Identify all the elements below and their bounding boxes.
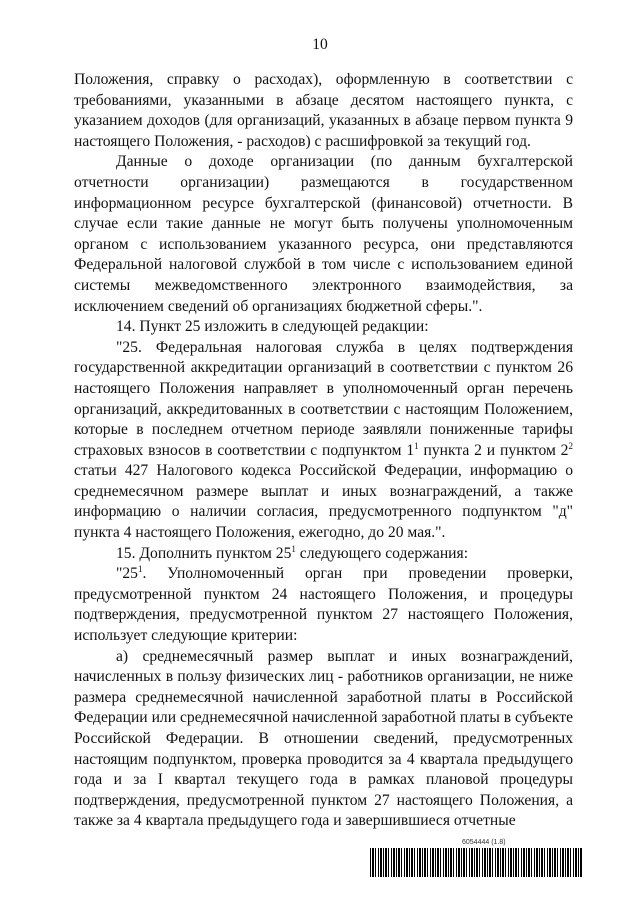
paragraph-text: "25. Федеральная налоговая служба в целях подтверждения государственной аккредитации организаций в соответствии с пунктом 26 настоящего Положения направляет в уполномоченный орган перечень организаций, аккредитованных в соответствии с настоящим Положением, которые в последнем отчетном периоде заявляли пониженные тарифы страховых взносов в соответствии с подпунктом 1: [74, 338, 573, 459]
paragraph: [74, 317, 573, 338]
paragraph-text: а) среднемесячный размер выплат и иных вознаграждений, начисленных в пользу физических лиц - работников организации, не ниже размера среднемесячной начисленной заработной платы в Российской Федерации или среднемесячной начисленной заработной платы в субъекте Российской Федерации. В отношении сведений, предусмотренных настоящим подпунктом, проверка проводится за 4 квартала предыдущего года и за I квартал текущего года в рамках плановой процедуры подтверждения, предусмотренной пунктом 27 настоящего Положения, а также за 4 квартала предыдущего года и завершившиеся отчетные: [74, 647, 573, 830]
superscript: 1: [291, 543, 296, 554]
paragraph-text: . Уполномоченный орган при проведении проверки, предусмотренной пунктом 24 настоящего Положения, и процедуры подтверждения, предусмотренной пунктом 27 настоящего Положения, использует следующие критерии:: [74, 565, 573, 645]
paragraph: [74, 338, 573, 544]
paragraph-text: Положения, справку о расходах), оформленную в соответствии с требованиями, указанными в абзаце десятом настоящего пункта, с указанием доходов (для организаций, указанных в абзаце первом пункта 9 настоящего Положения, - расходов) с расшифровкой за текущий год.: [74, 71, 573, 150]
paragraph-text: статьи 427 Налогового кодекса Российской Федерации, информацию о среднемесячном размере выплат и иных вознаграждений, а также информацию о наличии согласия, предусмотренного подпунктом "д" пункта 4 настоящего Положения, ежегодно, до 20 мая.".: [74, 462, 573, 542]
superscript: 2: [568, 440, 573, 451]
document-code: 6054444 (1.8): [462, 839, 506, 846]
paragraph: [74, 152, 573, 317]
superscript: 1: [137, 564, 143, 575]
document-body: [74, 70, 573, 832]
paragraph: [74, 544, 573, 565]
paragraph-text: пункта 2 и пунктом 2: [418, 441, 569, 459]
paragraph-text: следующего содержания:: [295, 544, 469, 562]
page-number: 10: [312, 36, 328, 53]
barcode-icon: [370, 848, 582, 877]
paragraph-text: 14. Пункт 25 изложить в следующей редакции:: [116, 318, 429, 336]
paragraph: [74, 647, 573, 832]
paragraph-text: 15. Дополнить пунктом 25: [116, 544, 292, 562]
paragraph: [74, 70, 573, 152]
superscript: 1: [414, 440, 419, 451]
paragraph: [74, 564, 573, 646]
paragraph-text: Данные о доходе организации (по данным бухгалтерской отчетности организации) размещаются в государственном информационном ресурсе бухгалтерской (финансовой) отчетности. В случае если такие данные не могут быть получены уполномоченным органом с использованием указанного ресурса, они представляются Федеральной налоговой службой в том числе с использованием единой системы межведомственного электронного взаимодействия, за исключением сведений об организациях бюджетной сферы.".: [74, 153, 573, 315]
paragraph-text: "25: [116, 565, 138, 583]
